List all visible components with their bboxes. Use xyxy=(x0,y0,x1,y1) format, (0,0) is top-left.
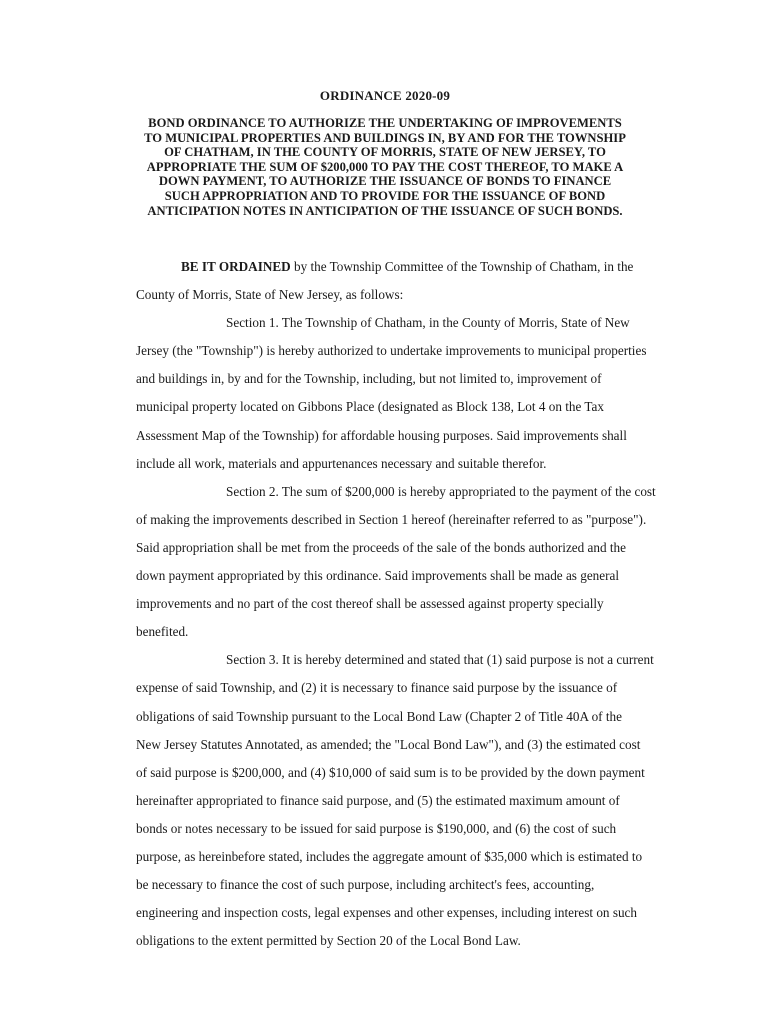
section-1-line: Jersey (the "Township") is hereby authorized to undertake improvements to municipal properties xyxy=(136,343,647,359)
be-it-ordained: BE IT ORDAINED xyxy=(181,259,291,274)
title-line: ANTICIPATION NOTES IN ANTICIPATION OF THE ISSUANCE OF SUCH BONDS. xyxy=(147,203,623,218)
title-line: SUCH APPROPRIATION AND TO PROVIDE FOR THE ISSUANCE OF BOND xyxy=(164,188,606,203)
section-3-line: engineering and inspection costs, legal expenses and other expenses, including interest on such xyxy=(136,905,637,921)
section-3-line: New Jersey Statutes Annotated, as amended; the "Local Bond Law"), and (3) the estimated cost xyxy=(136,736,641,752)
section-2-line: improvements and no part of the cost thereof shall be assessed against property specially xyxy=(136,596,604,612)
section-3-line: obligations of said Township pursuant to the Local Bond Law (Chapter 2 of Title 40A of the xyxy=(136,708,622,724)
section-2-line: benefited. xyxy=(136,624,189,640)
section-3-line: purpose, as hereinbefore stated, includes the aggregate amount of $35,000 which is estimated to xyxy=(136,848,643,864)
section-1-line: Assessment Map of the Township) for affordable housing purposes. Said improvements shall xyxy=(136,427,627,443)
title-line: OF CHATHAM, IN THE COUNTY OF MORRIS, STATE OF NEW JERSEY, TO xyxy=(164,145,606,160)
section-3-line: hereinafter appropriated to finance said purpose, and (5) the estimated maximum amount of xyxy=(136,792,620,808)
section-3-line: obligations to the extent permitted by Section 20 of the Local Bond Law. xyxy=(136,933,521,949)
ordinance-title xyxy=(130,116,640,218)
section-3-line: expense of said Township, and (2) it is necessary to finance said purpose by the issuance of xyxy=(136,680,618,696)
section-3-line: bonds or notes necessary to be issued for said purpose is $190,000, and (6) the cost of such xyxy=(136,820,617,836)
section-1-line: Section 1. The Township of Chatham, in the County of Morris, State of New xyxy=(226,315,630,331)
section-3-line: of said purpose is $200,000, and (4) $10,000 of said sum is to be provided by the down payment xyxy=(136,764,645,780)
section-2-line: of making the improvements described in Section 1 hereof (hereinafter referred to as "purpose"). xyxy=(136,511,647,527)
ordinance-body xyxy=(136,253,736,955)
section-1-line: and buildings in, by and for the Township, including, but not limited to, improvement of xyxy=(136,371,602,387)
section-2-line: Section 2. The sum of $200,000 is hereby appropriated to the payment of the cost xyxy=(226,483,656,499)
preamble-line xyxy=(136,253,736,281)
section-2-line: down payment appropriated by this ordinance. Said improvements shall be made as general xyxy=(136,568,620,584)
section-2-line: Said appropriation shall be met from the proceeds of the sale of the bonds authorized and the xyxy=(136,539,626,555)
section-3-line: be necessary to finance the cost of such purpose, including architect's fees, accounting, xyxy=(136,877,595,893)
section-1-line: municipal property located on Gibbons Place (designated as Block 138, Lot 4 on the Tax xyxy=(136,399,604,415)
preamble-text: by the Township Committee of the Township of Chatham, in the xyxy=(290,259,634,274)
title-line: APPROPRIATE THE SUM OF $200,000 TO PAY THE COST THEREOF, TO MAKE A xyxy=(146,159,624,174)
title-line: BOND ORDINANCE TO AUTHORIZE THE UNDERTAKING OF IMPROVEMENTS xyxy=(148,116,622,130)
title-line: DOWN PAYMENT, TO AUTHORIZE THE ISSUANCE OF BONDS TO FINANCE xyxy=(158,174,612,189)
section-3-line: Section 3. It is hereby determined and stated that (1) said purpose is not a current xyxy=(226,652,654,668)
title-line: TO MUNICIPAL PROPERTIES AND BUILDINGS IN, BY AND FOR THE TOWNSHIP xyxy=(144,130,626,145)
section-1-line: include all work, materials and appurtenances necessary and suitable therefor. xyxy=(136,455,547,471)
preamble-line: County of Morris, State of New Jersey, as follows: xyxy=(136,287,404,303)
ordinance-number: ORDINANCE 2020-09 xyxy=(319,88,451,103)
